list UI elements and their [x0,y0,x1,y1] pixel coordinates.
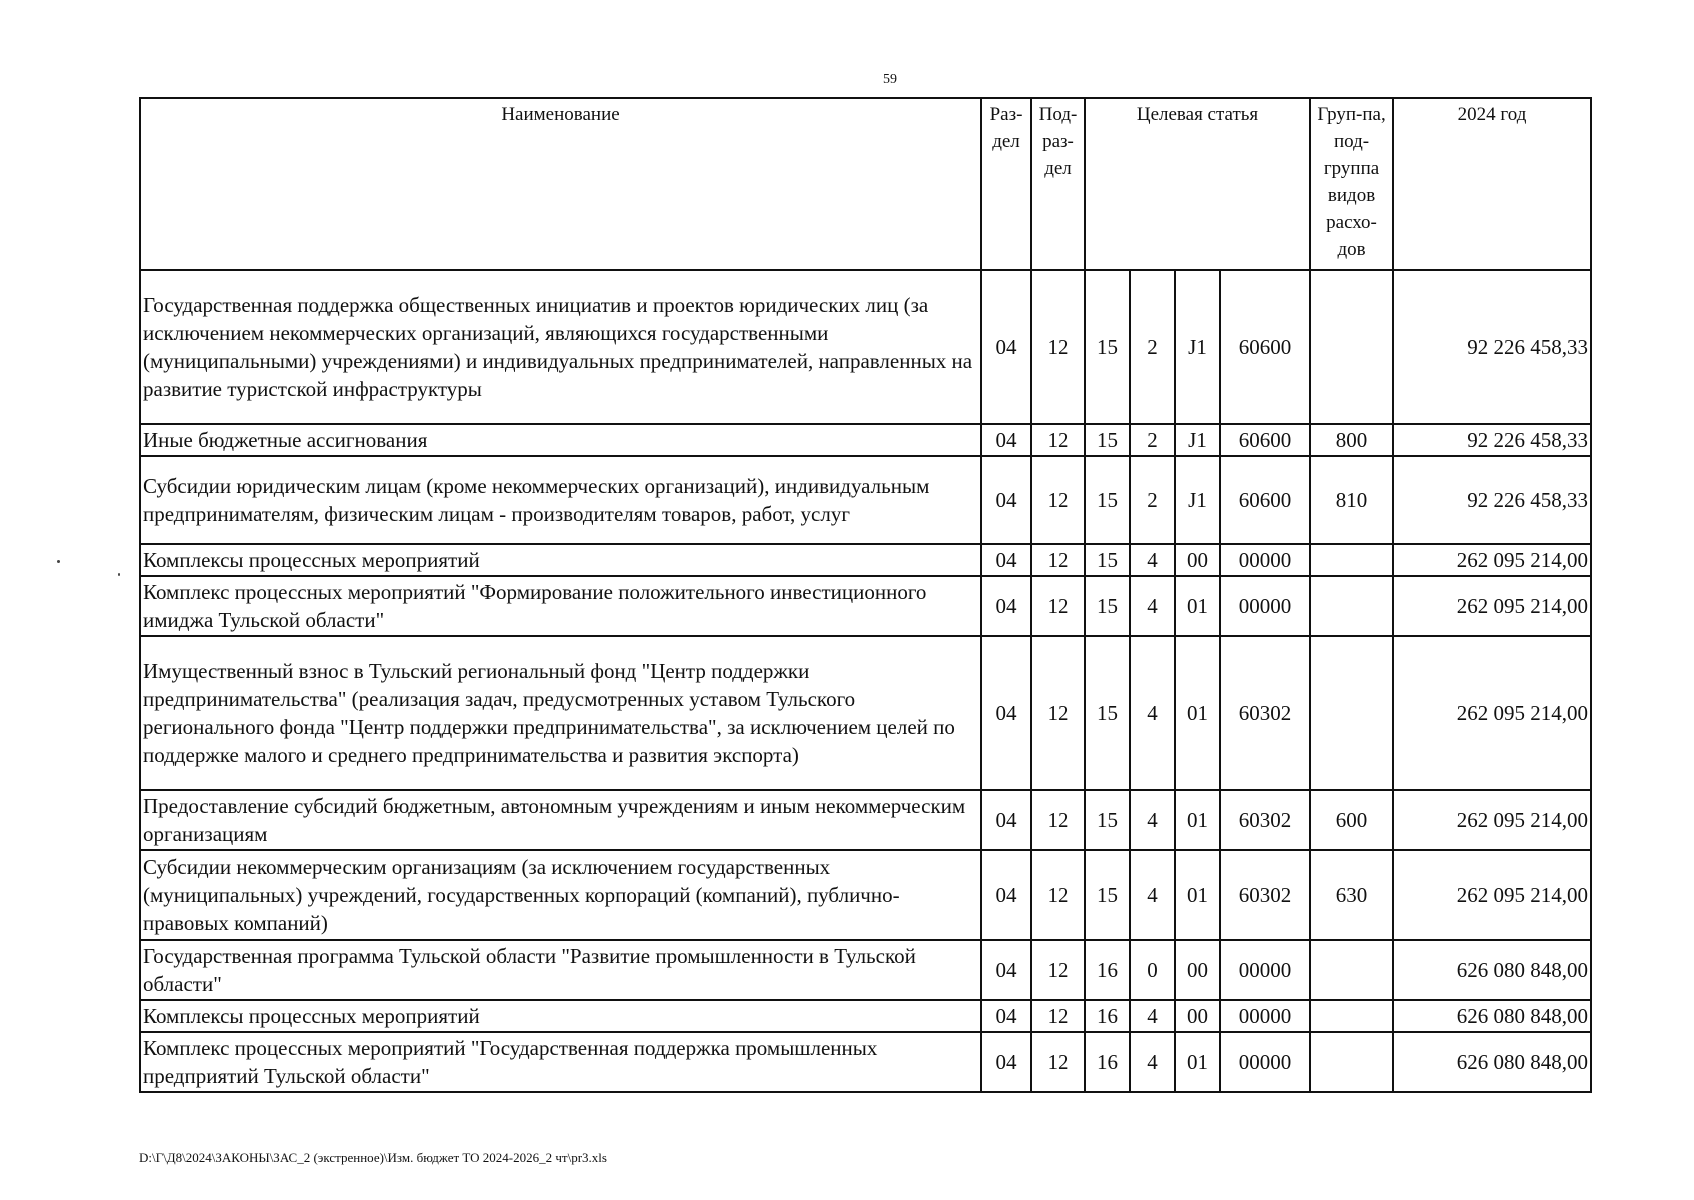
row-section: 04 [981,576,1031,636]
row-target-direction: 60302 [1220,636,1310,790]
row-target-program: 16 [1085,1032,1130,1092]
row-name: Субсидии некоммерческим организациям (за исключением государственных (муниципальных) учреждений, государственных корпораций (компаний), публично-правовых компаний) [140,850,981,940]
table-row [140,576,1591,636]
table-row [140,636,1591,790]
table-row [140,850,1591,940]
row-expense-group [1310,636,1393,790]
row-target-type: 4 [1130,544,1175,576]
row-name: Предоставление субсидий бюджетным, автономным учреждениям и иным некоммерческим организациям [140,790,981,850]
row-expense-group: 600 [1310,790,1393,850]
row-target-direction: 60600 [1220,270,1310,424]
row-target-direction: 00000 [1220,940,1310,1000]
row-amount: 262 095 214,00 [1393,790,1591,850]
row-target-subprogram: J1 [1175,270,1220,424]
row-section: 04 [981,456,1031,544]
row-target-type: 2 [1130,424,1175,456]
row-amount: 262 095 214,00 [1393,576,1591,636]
table-row [140,940,1591,1000]
table-row [140,424,1591,456]
row-target-type: 2 [1130,456,1175,544]
row-target-subprogram: J1 [1175,424,1220,456]
header-year: 2024 год [1393,98,1591,270]
row-name: Иные бюджетные ассигнования [140,424,981,456]
header-section: Раз-дел [981,98,1031,270]
row-target-direction: 00000 [1220,576,1310,636]
table-body [140,270,1591,1092]
row-name: Субсидии юридическим лицам (кроме некоммерческих организаций), индивидуальным предпринимателям, физическим лицам - производителям товаров, работ, услуг [140,456,981,544]
table-row [140,1032,1591,1092]
row-expense-group: 800 [1310,424,1393,456]
row-target-direction: 60302 [1220,790,1310,850]
table-header-row [140,98,1591,270]
row-amount: 626 080 848,00 [1393,1000,1591,1032]
row-target-subprogram: 01 [1175,1032,1220,1092]
row-amount: 626 080 848,00 [1393,940,1591,1000]
row-amount: 92 226 458,33 [1393,424,1591,456]
row-amount: 626 080 848,00 [1393,1032,1591,1092]
header-expense-group: Груп-па, под-группа видов расхо-дов [1310,98,1393,270]
table-row [140,790,1591,850]
row-subsection: 12 [1031,456,1085,544]
row-target-type: 4 [1130,576,1175,636]
row-expense-group [1310,544,1393,576]
row-expense-group [1310,1032,1393,1092]
row-target-direction: 00000 [1220,1032,1310,1092]
row-section: 04 [981,940,1031,1000]
row-target-program: 15 [1085,424,1130,456]
row-name: Государственная поддержка общественных инициатив и проектов юридических лиц (за исключением некоммерческих организаций, являющихся государственными (муниципальными) учреждениями) и индивидуальных предпринимателей, направленных на развитие туристской инфраструктуры [140,270,981,424]
row-target-type: 4 [1130,790,1175,850]
row-name: Комплекс процессных мероприятий "Государственная поддержка промышленных предприятий Тульской области" [140,1032,981,1092]
row-amount: 262 095 214,00 [1393,544,1591,576]
row-target-subprogram: J1 [1175,456,1220,544]
row-name: Комплексы процессных мероприятий [140,544,981,576]
header-name: Наименование [140,98,981,270]
scan-speck [57,560,60,563]
table-row [140,1000,1591,1032]
page-number: 59 [883,72,897,87]
row-target-program: 15 [1085,850,1130,940]
row-subsection: 12 [1031,940,1085,1000]
row-section: 04 [981,544,1031,576]
header-subsection: Под-раз-дел [1031,98,1085,270]
table-row [140,270,1591,424]
row-target-subprogram: 01 [1175,790,1220,850]
row-expense-group: 810 [1310,456,1393,544]
row-subsection: 12 [1031,544,1085,576]
row-target-direction: 00000 [1220,1000,1310,1032]
row-target-type: 4 [1130,850,1175,940]
row-subsection: 12 [1031,576,1085,636]
table-row [140,456,1591,544]
row-target-program: 15 [1085,636,1130,790]
row-subsection: 12 [1031,1000,1085,1032]
scan-speck [118,573,120,576]
row-amount: 92 226 458,33 [1393,270,1591,424]
row-name: Комплекс процессных мероприятий "Формирование положительного инвестиционного имиджа Тульской области" [140,576,981,636]
row-section: 04 [981,636,1031,790]
header-target-article: Целевая статья [1085,98,1310,270]
row-target-direction: 60600 [1220,456,1310,544]
row-target-program: 15 [1085,270,1130,424]
row-section: 04 [981,790,1031,850]
row-target-type: 2 [1130,270,1175,424]
row-target-subprogram: 01 [1175,576,1220,636]
row-section: 04 [981,850,1031,940]
row-target-subprogram: 00 [1175,940,1220,1000]
row-name: Государственная программа Тульской области "Развитие промышленности в Тульской области" [140,940,981,1000]
row-expense-group [1310,940,1393,1000]
row-subsection: 12 [1031,1032,1085,1092]
row-expense-group: 630 [1310,850,1393,940]
row-subsection: 12 [1031,850,1085,940]
row-target-program: 15 [1085,576,1130,636]
row-section: 04 [981,424,1031,456]
row-section: 04 [981,1000,1031,1032]
row-target-direction: 60600 [1220,424,1310,456]
row-target-type: 4 [1130,1000,1175,1032]
row-target-direction: 60302 [1220,850,1310,940]
row-section: 04 [981,1032,1031,1092]
row-subsection: 12 [1031,270,1085,424]
row-target-type: 4 [1130,1032,1175,1092]
row-name: Комплексы процессных мероприятий [140,1000,981,1032]
row-target-program: 16 [1085,1000,1130,1032]
row-target-type: 0 [1130,940,1175,1000]
row-amount: 262 095 214,00 [1393,636,1591,790]
budget-table [139,97,1592,1093]
row-target-direction: 00000 [1220,544,1310,576]
row-amount: 262 095 214,00 [1393,850,1591,940]
table-row [140,544,1591,576]
row-target-subprogram: 00 [1175,1000,1220,1032]
row-expense-group [1310,576,1393,636]
row-amount: 92 226 458,33 [1393,456,1591,544]
row-section: 04 [981,270,1031,424]
row-target-type: 4 [1130,636,1175,790]
row-name: Имущественный взнос в Тульский региональный фонд "Центр поддержки предпринимательства" (реализация задач, предусмотренных уставом Тульского регионального фонда "Центр поддержки предпринимательства", за исключением целей по поддержке малого и среднего предпринимательства и развития экспорта) [140,636,981,790]
file-path-footer: D:\Г\Д8\2024\ЗАКОНЫ\ЗАС_2 (экстренное)\Изм. бюджет ТО 2024-2026_2 чт\pr3.xls [139,1150,607,1165]
row-subsection: 12 [1031,636,1085,790]
row-target-program: 15 [1085,790,1130,850]
row-subsection: 12 [1031,790,1085,850]
row-expense-group [1310,1000,1393,1032]
row-target-subprogram: 01 [1175,636,1220,790]
row-subsection: 12 [1031,424,1085,456]
row-target-program: 16 [1085,940,1130,1000]
row-target-subprogram: 00 [1175,544,1220,576]
row-expense-group [1310,270,1393,424]
row-target-subprogram: 01 [1175,850,1220,940]
row-target-program: 15 [1085,456,1130,544]
row-target-program: 15 [1085,544,1130,576]
